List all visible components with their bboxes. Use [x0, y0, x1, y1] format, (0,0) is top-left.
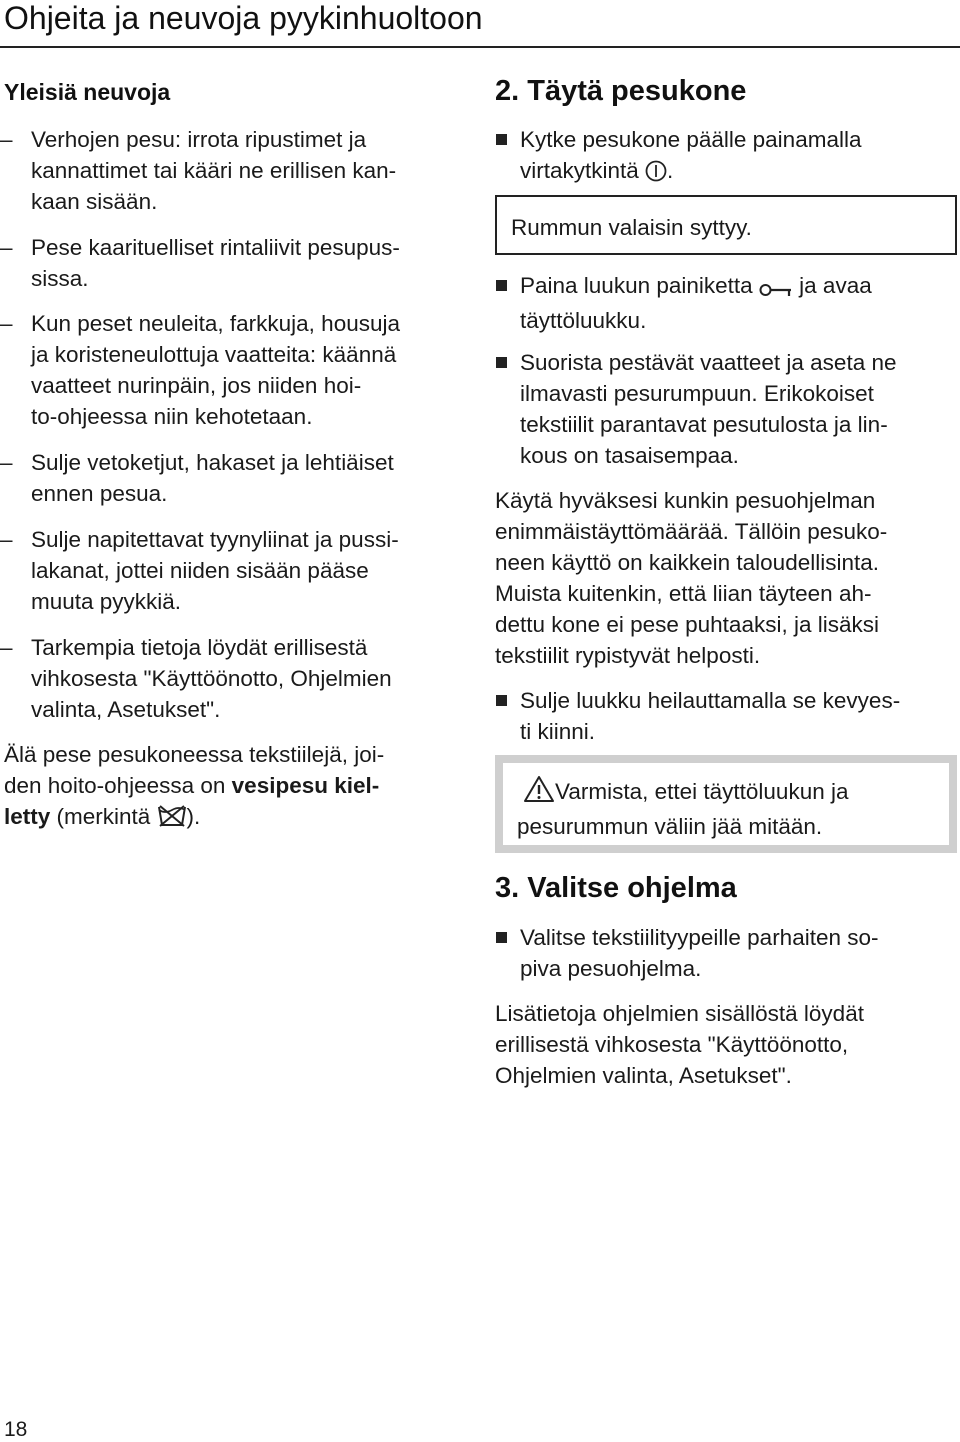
- dash-marker: –: [0, 311, 13, 336]
- list-item-line: Tarkempia tietoja löydät erillisestä: [31, 635, 368, 660]
- dash-marker: –: [0, 527, 13, 552]
- capacity-paragraph: Käytä hyväksesi kunkin pesuohjelman enimmäistäyttömäärää. Tällöin pesuko- neen käyttö on kaikkein taloudellisinta. Muista kuitenkin, että liian täyteen ah- dettu kone ei pese puhtaaksi, ja lisäksi tekstiilit rypistyvät helposti.: [495, 488, 888, 668]
- page-title: Ohjeita ja neuvoja pyykinhuoltoon: [4, 0, 483, 36]
- dash-marker: –: [0, 450, 13, 475]
- list-item-line: Kun peset neuleita, farkkuja, housuja: [31, 311, 400, 336]
- bullet-marker: [496, 932, 507, 943]
- page-number: 18: [4, 1418, 28, 1441]
- list-item-line: valinta, Asetukset".: [31, 697, 221, 722]
- list-item-line: ja koristeneulottuja vaatteita: käännä: [31, 342, 397, 367]
- bullet-marker: [496, 695, 507, 706]
- list-item-line: Sulje napitettavat tyynyliinat ja pussi-: [31, 527, 399, 552]
- list-item-line: kaan sisään.: [31, 189, 158, 214]
- list-item-line: Sulje vetoketjut, hakaset ja lehtiäiset: [31, 450, 394, 475]
- list-item-line: to-ohjeessa niin kehotetaan.: [31, 404, 313, 429]
- info-box: Rummun valaisin syttyy.: [495, 195, 957, 255]
- list-item-line: muuta pyykkiä.: [31, 589, 182, 614]
- list-item-line: lakanat, jottei niiden sisään pääse: [31, 558, 369, 583]
- list-item-line: kannattimet tai kääri ne erillisen kan-: [31, 158, 397, 183]
- list-item-line: Verhojen pesu: irrota ripustimet ja: [31, 127, 367, 152]
- list-item-line: vaatteet nurinpäin, jos niiden hoi-: [31, 373, 362, 398]
- wash-prohibited-note: Älä pese pesukoneessa tekstiilejä, joi- den hoito-ohjeessa on vesipesu kiel- letty (merkintä ).: [4, 739, 470, 836]
- list-item-line: ennen pesua.: [31, 481, 168, 506]
- dash-marker: –: [0, 635, 13, 660]
- bullet-marker: [496, 280, 507, 291]
- bullet-marker: [496, 134, 507, 145]
- list-item-line: sissa.: [31, 266, 89, 291]
- section-heading-fill-machine: 2. Täytä pesukone: [495, 75, 747, 107]
- bullet-marker: [496, 357, 507, 368]
- more-info-paragraph: Lisätietoja ohjelmien sisällöstä löydät erillisestä vihkosesta "Käyttöönotto, Ohjelmien valinta, Asetukset".: [495, 1001, 864, 1088]
- dash-marker: –: [0, 235, 13, 260]
- door-release-key-icon: [759, 274, 793, 305]
- no-wash-symbol-icon: [157, 804, 187, 836]
- section-heading-select-program: 3. Valitse ohjelma: [495, 872, 737, 904]
- warning-triangle-icon: [523, 775, 555, 811]
- header-divider: [0, 46, 960, 48]
- section-heading-general: Yleisiä neuvoja: [4, 79, 171, 105]
- list-item-line: Pese kaarituelliset rintaliivit pesupus-: [31, 235, 400, 260]
- dash-marker: –: [0, 127, 13, 152]
- power-button-icon: [645, 159, 667, 190]
- list-item-line: vihkosesta "Käyttöönotto, Ohjelmien: [31, 666, 392, 691]
- warning-box: Varmista, ettei täyttöluukun ja pesurummun väliin jää mitään.: [495, 755, 957, 853]
